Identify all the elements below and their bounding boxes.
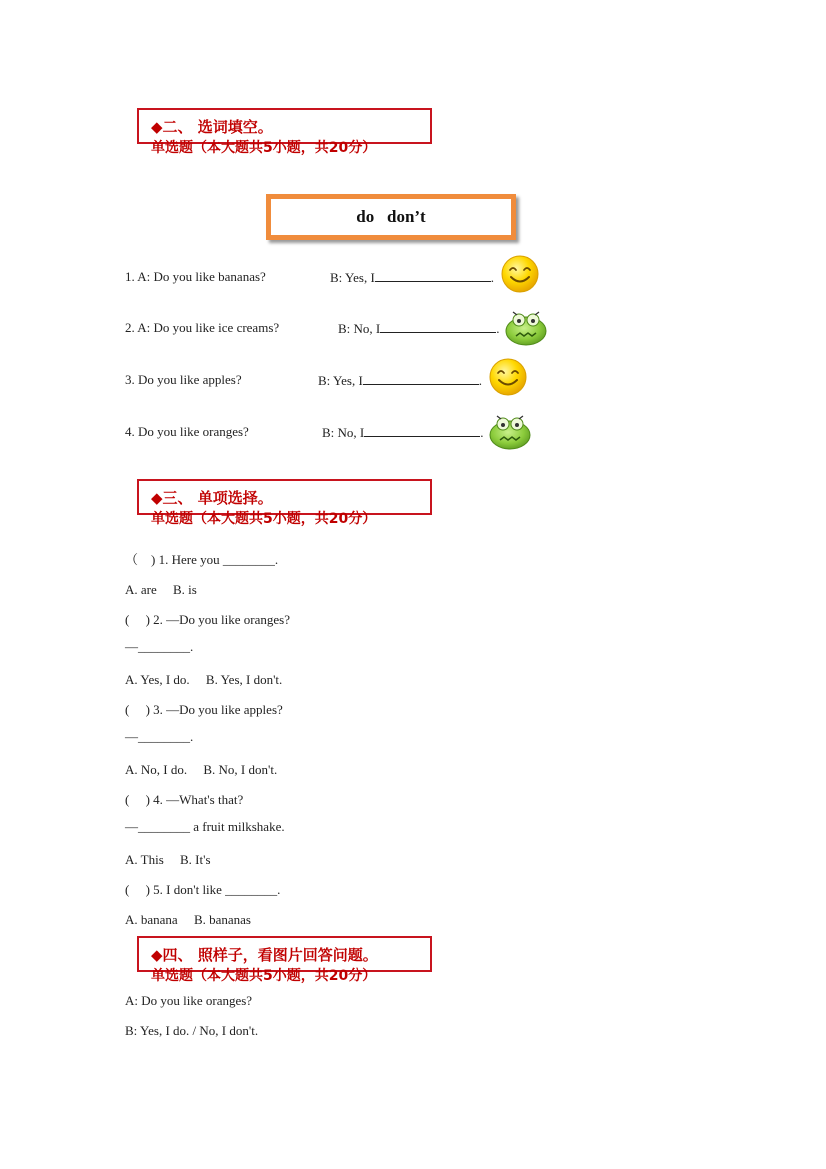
section-2-title: ◆二、 选词填空。 (151, 118, 273, 136)
smile-face-icon (501, 255, 539, 293)
example-question: A: Do you like oranges? (125, 993, 253, 1008)
mc-line: —________. (125, 639, 194, 654)
answer-prefix: B: No, I (322, 425, 365, 440)
fill-answer-4 (322, 424, 484, 441)
section-4-header (137, 936, 432, 984)
fill-answer-3 (318, 372, 482, 389)
fill-question-3 (125, 372, 242, 388)
answer-blank[interactable] (363, 372, 479, 385)
frown-face-icon (505, 306, 547, 346)
example-answer: B: Yes, I do. / No, I don't. (125, 1023, 259, 1038)
answer-prefix: B: Yes, I (330, 270, 375, 285)
section-2-subtitle: 单选题（本大题共5小题，共20分） (151, 140, 377, 156)
answer-blank[interactable] (375, 269, 491, 282)
fill-question-1 (125, 269, 266, 285)
mc-line: A. banana B. bananas (125, 912, 251, 927)
answer-blank[interactable] (364, 424, 480, 437)
fill-question-2 (125, 320, 279, 336)
question-text: 3. Do you like apples? (125, 372, 242, 387)
answer-period: . (490, 270, 495, 285)
mc-line: —________ a fruit milkshake. (125, 819, 285, 834)
fill-answer-2 (338, 320, 500, 337)
answer-period: . (478, 373, 483, 388)
section-4-title: ◆四、 照样子，看图片回答问题。 (151, 946, 378, 964)
fill-question-4 (125, 424, 249, 440)
smile-face-icon (489, 358, 527, 396)
mc-line: —________. (125, 729, 194, 744)
fill-answer-1 (330, 269, 494, 286)
answer-period: . (480, 425, 484, 440)
mc-line: A. No, I do. B. No, I don't. (125, 762, 278, 777)
answer-blank[interactable] (380, 320, 496, 333)
section-3-header (137, 479, 432, 527)
mc-line: ( ) 4. —What's that? (125, 792, 244, 807)
answer-prefix: B: No, I (338, 321, 381, 336)
mc-line: A. are B. is (125, 582, 197, 597)
frown-face-icon (489, 410, 531, 450)
question-text: 4. Do you like oranges? (125, 424, 249, 439)
mc-line: ( ) 2. —Do you like oranges? (125, 612, 290, 627)
section-4-subtitle: 单选题（本大题共5小题，共20分） (151, 968, 377, 984)
section-3-subtitle: 单选题（本大题共5小题，共20分） (151, 511, 377, 527)
mc-line: A. Yes, I do. B. Yes, I don't. (125, 672, 283, 687)
answer-period: . (496, 321, 500, 336)
mc-line: （ ) 1. Here you ________. (125, 552, 279, 567)
question-text: 1. A: Do you like bananas? (125, 269, 266, 284)
section-3-title: ◆三、 单项选择。 (151, 489, 273, 507)
mc-line: ( ) 5. I don't like ________. (125, 882, 281, 897)
section-2-header (137, 108, 432, 156)
mc-line: ( ) 3. —Do you like apples? (125, 702, 283, 717)
mc-line: A. This B. It's (125, 852, 211, 867)
word-choice-text: do don’t (356, 207, 426, 226)
word-choice-box (266, 194, 516, 240)
answer-prefix: B: Yes, I (318, 373, 363, 388)
question-text: 2. A: Do you like ice creams? (125, 320, 280, 335)
